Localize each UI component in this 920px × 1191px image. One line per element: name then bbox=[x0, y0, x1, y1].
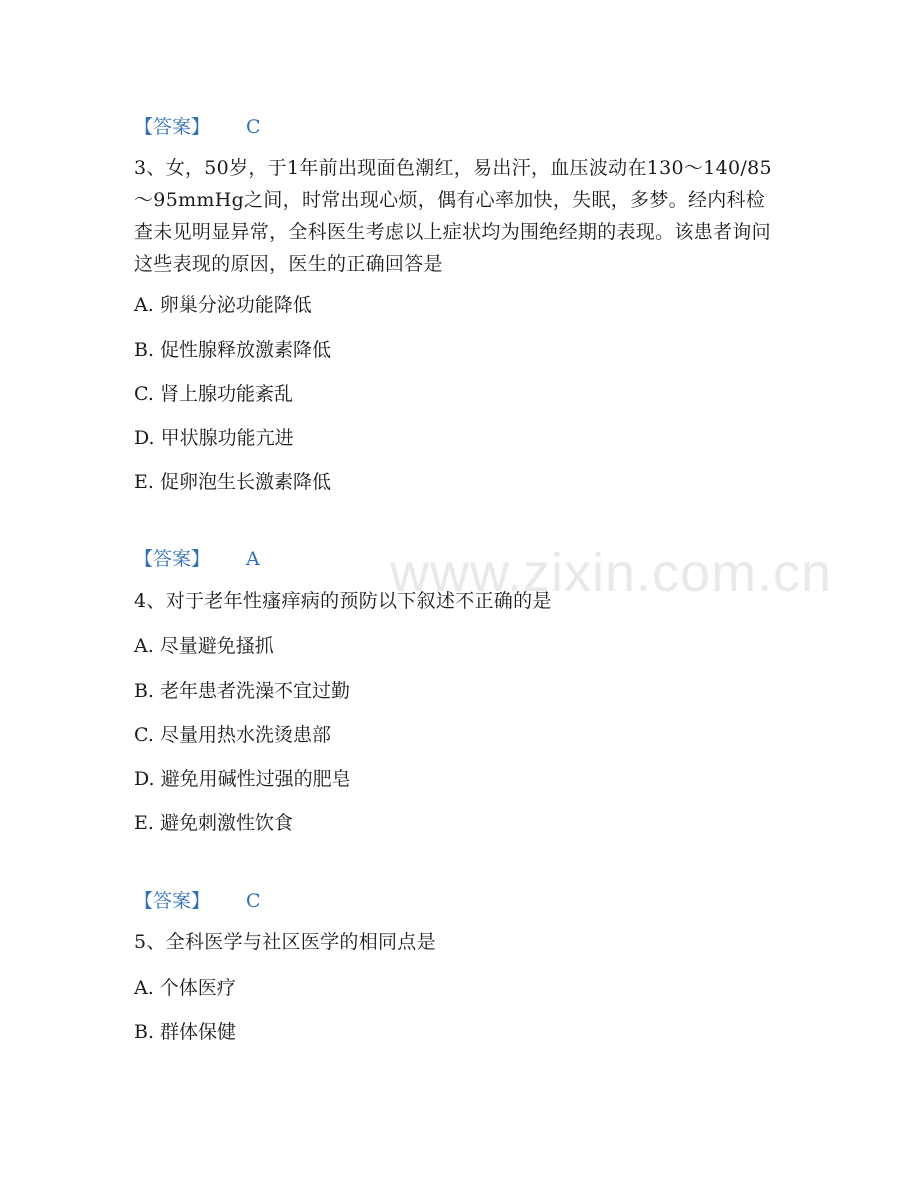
question-5-text: 5、全科医学与社区医学的相同点是 bbox=[134, 931, 436, 953]
question-4-text: 4、对于老年性瘙痒病的预防以下叙述不正确的是 bbox=[134, 590, 552, 612]
answer-label: 【答案】 bbox=[134, 890, 211, 912]
question-3-text: 3、女，50岁，于1年前出现面色潮红，易出汗，血压波动在130～140/85～95mmHg之间，时常出现心烦，偶有心率加快，失眠，多梦。经内科检查未见明显异常，全科医生考虑以上症状均为围绝经期的表现。该患者询问这些表现的原因，医生的正确回答是 bbox=[134, 157, 772, 275]
answer-line bbox=[134, 112, 261, 139]
answer-label: 【答案】 bbox=[134, 548, 211, 570]
option-c: C. 尽量用热水洗烫患部 bbox=[134, 724, 331, 746]
option-a: A. 个体医疗 bbox=[134, 977, 236, 999]
option-d: D. 甲状腺功能亢进 bbox=[134, 427, 294, 449]
option-b: B. 促性腺释放激素降低 bbox=[134, 339, 332, 361]
answer-value: C bbox=[246, 116, 261, 138]
option-d: D. 避免用碱性过强的肥皂 bbox=[134, 768, 351, 790]
answer-label: 【答案】 bbox=[134, 116, 211, 138]
watermark: www.zixin.com.cn bbox=[390, 543, 833, 603]
answer-value: A bbox=[246, 548, 260, 570]
answer-line bbox=[134, 544, 260, 571]
answer-line bbox=[134, 886, 261, 913]
option-b: B. 老年患者洗澡不宜过勤 bbox=[134, 680, 351, 702]
option-c: C. 肾上腺功能紊乱 bbox=[134, 383, 293, 405]
option-b: B. 群体保健 bbox=[134, 1021, 237, 1043]
answer-value: C bbox=[246, 890, 261, 912]
option-a: A. 卵巢分泌功能降低 bbox=[134, 294, 312, 316]
option-e: E. 促卵泡生长激素降低 bbox=[134, 471, 331, 493]
option-e: E. 避免刺激性饮食 bbox=[134, 812, 293, 834]
option-a: A. 尽量避免搔抓 bbox=[134, 635, 274, 657]
